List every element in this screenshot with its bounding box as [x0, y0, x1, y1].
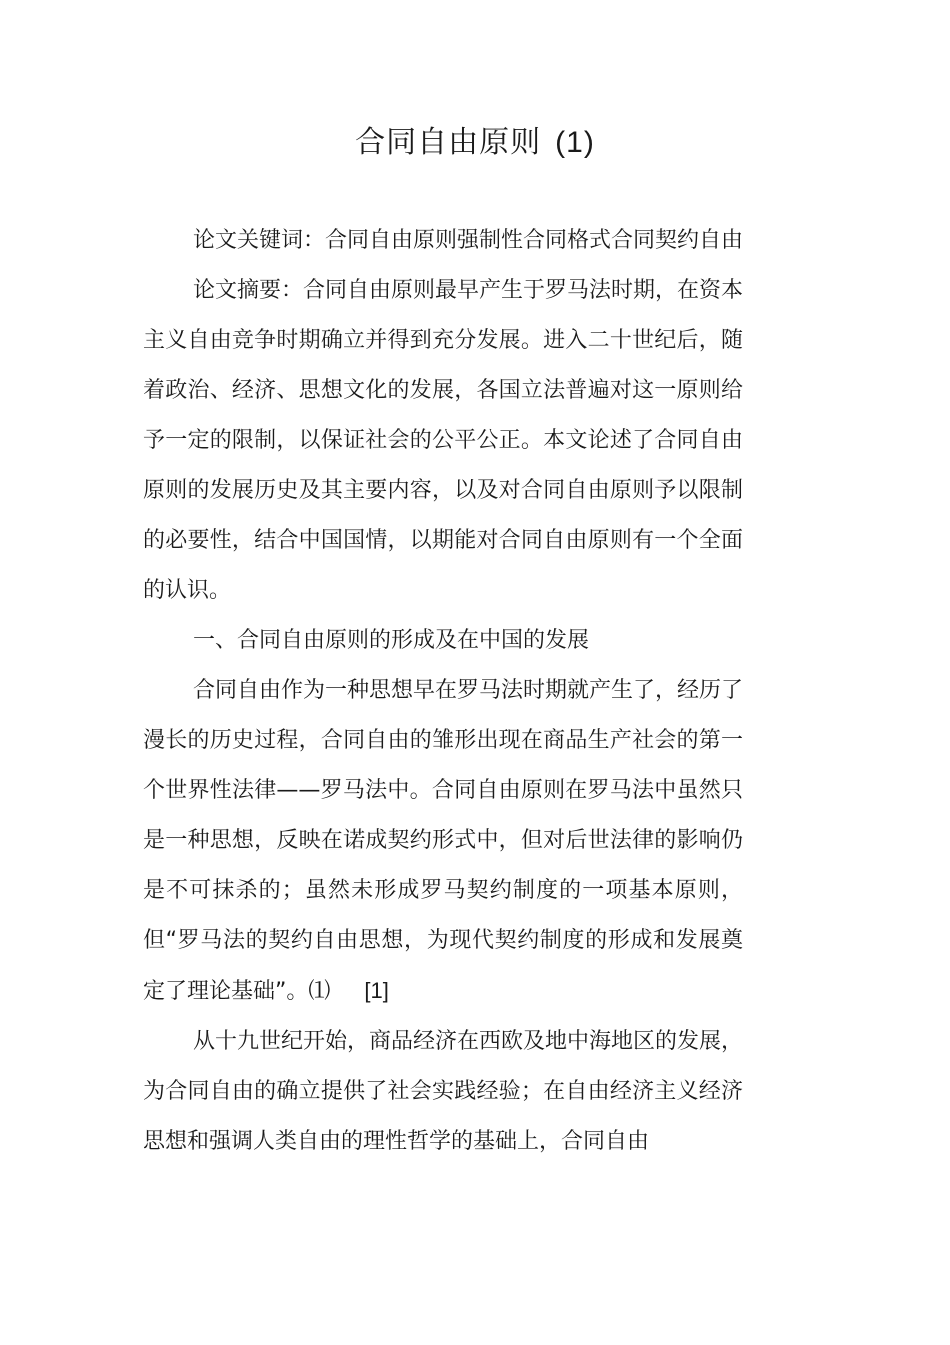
title-text: 合同自由原则: [355, 125, 542, 160]
section-heading: 一、合同自由原则的形成及在中国的发展: [193, 628, 590, 653]
citation-reference[interactable]: [1]: [364, 978, 389, 1003]
abstract-paragraph: 论文摘要：合同自由原则最早产生于罗马法时期，在资本主义自由竞争时期确立并得到充分发展。进入二十世纪后，随着政治、经济、思想文化的发展，各国立法普遍对这一原则给予一定的限制，以保证社会的公平公正。本文论述了合同自由原则的发展历史及其主要内容，以及对合同自由原则予以限制的必要性，结合中国国情，以期能对合同自由原则有一个全面的认识。: [143, 278, 744, 603]
title-number: (1): [555, 126, 595, 159]
keywords-paragraph: 论文关键词：合同自由原则强制性合同格式合同契约自由: [193, 228, 744, 253]
document-title: [0, 118, 950, 168]
footnote-marker: ⑴: [308, 979, 331, 1004]
document-body: [143, 216, 743, 1167]
body-paragraph: 从十九世纪开始，商品经济在西欧及地中海地区的发展，为合同自由的确立提供了社会实践经验；在自由经济主义经济思想和强调人类自由的理性哲学的基础上，合同自由: [143, 1029, 744, 1154]
paragraph-text: 合同自由作为一种思想早在罗马法时期就产生了，经历了漫长的历史过程，合同自由的雏形出现在商品生产社会的第一个世界性法律——罗马法中。合同自由原则在罗马法中虽然只是一种思想，反映在诺成契约形式中，但对后世法律的影响仍是不可抹杀的；虽然未形成罗马契约制度的一项基本原则，但“罗马法的契约自由思想，为现代契约制度的形成和发展奠定了理论基础”。: [143, 678, 744, 1004]
body-paragraph: [143, 666, 743, 1017]
